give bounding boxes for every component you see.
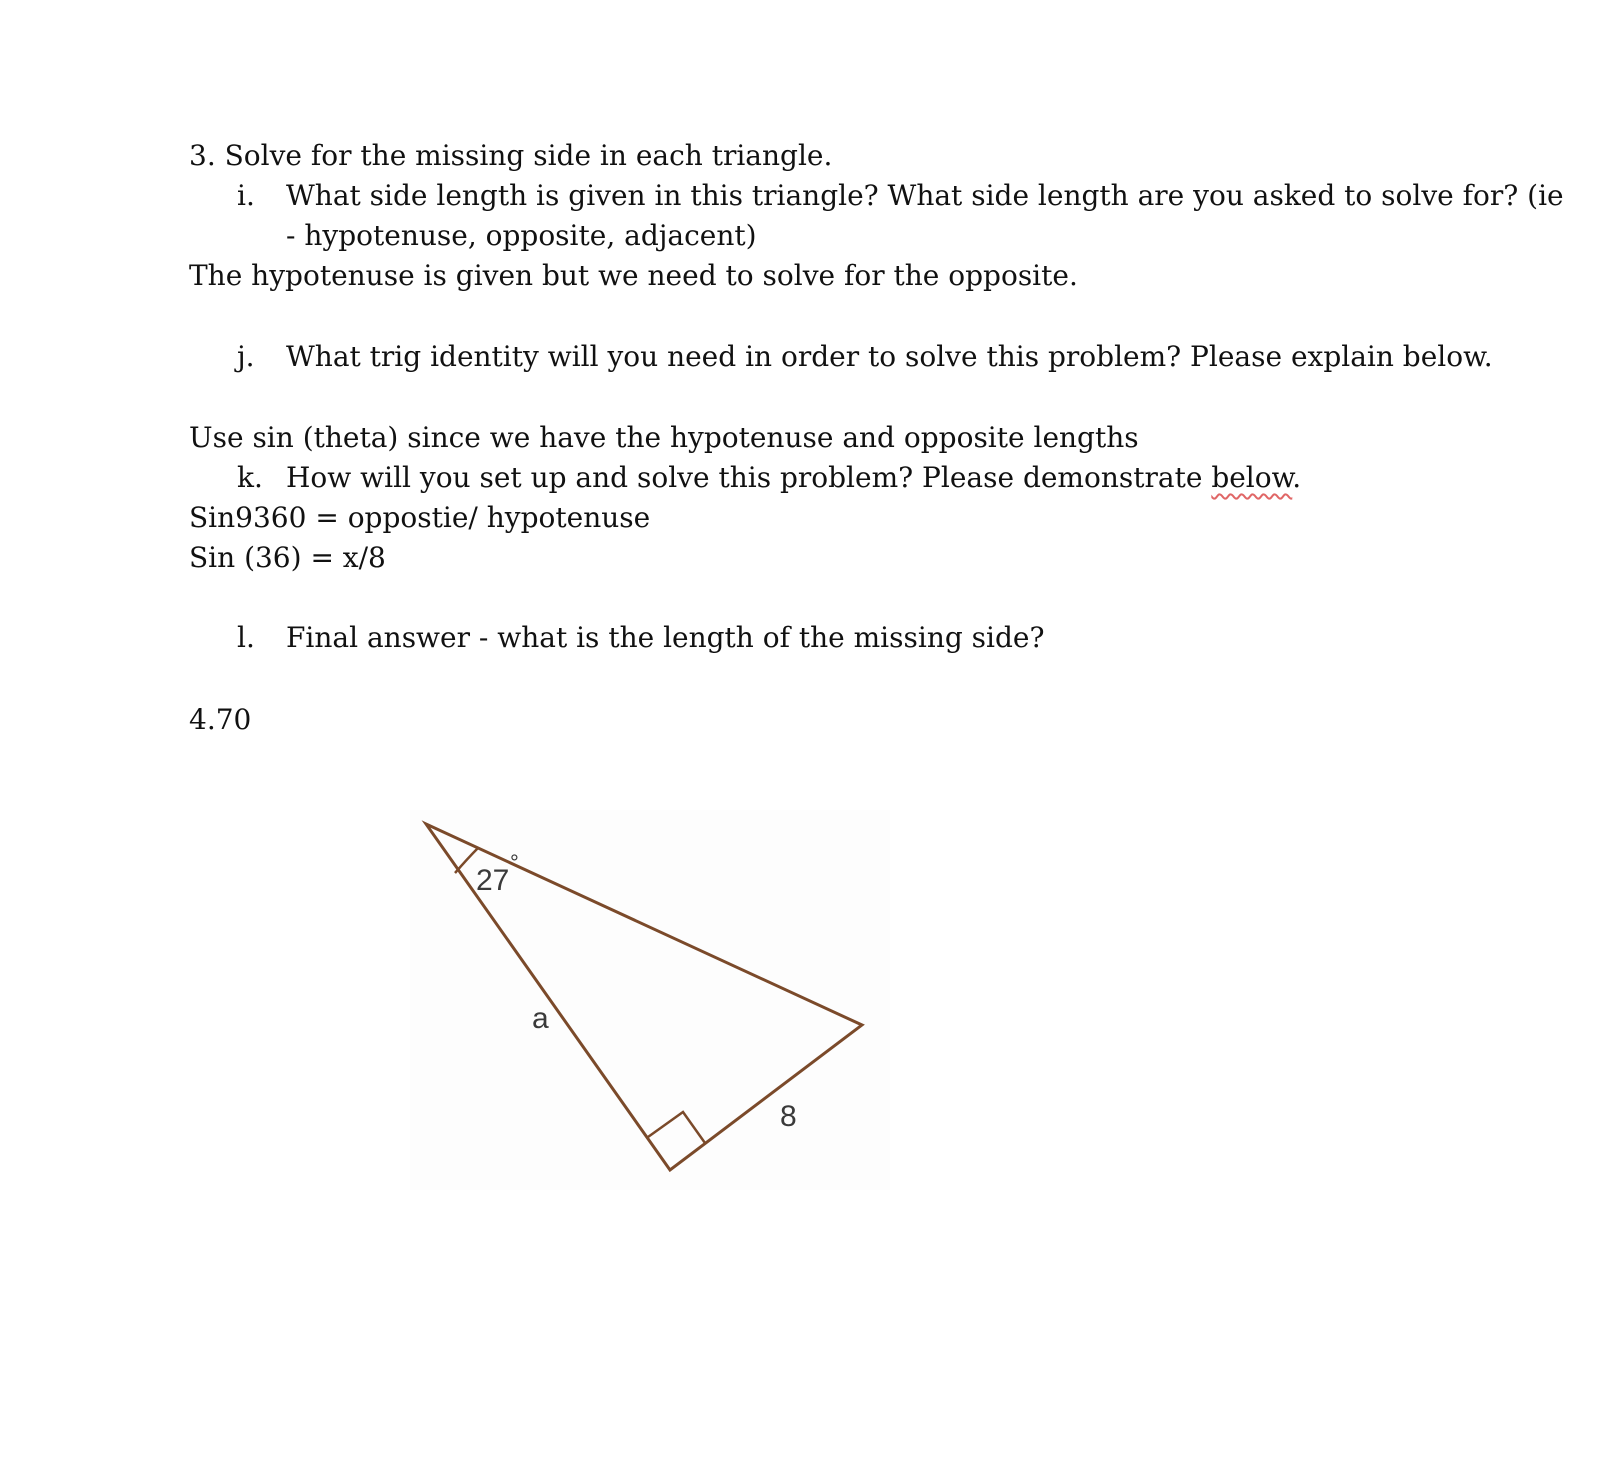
- answer-i: The hypotenuse is given but we need to solve for the opposite.: [189, 259, 1078, 292]
- part-k-text: [286, 458, 1301, 498]
- part-j-text: What trig identity will you need in order to solve this problem? Please explain below.: [286, 340, 1493, 373]
- angle-arc: [455, 848, 478, 873]
- part-l-text: Final answer - what is the length of the missing side?: [286, 621, 1045, 654]
- answer-k-line1: Sin9360 = oppostie/ hypotenuse: [189, 501, 651, 534]
- right-angle-marker: [648, 1112, 705, 1143]
- part-k-marker: k.: [237, 461, 263, 494]
- right-triangle-diagram: [410, 810, 890, 1190]
- part-i-text-line1: What side length is given in this triangle? What side length are you asked to solve for? (ie: [286, 179, 1564, 212]
- answer-l: 4.70: [189, 703, 252, 736]
- side-8-label: 8: [780, 1100, 797, 1133]
- degree-symbol: °: [510, 850, 519, 875]
- part-i-text-line2: - hypotenuse, opposite, adjacent): [286, 219, 757, 252]
- question-heading: 3. Solve for the missing side in each triangle.: [189, 139, 833, 172]
- answer-j: Use sin (theta) since we have the hypotenuse and opposite lengths: [189, 421, 1139, 454]
- angle-label: 27: [476, 864, 510, 897]
- spellcheck-flagged-word[interactable]: below: [1211, 461, 1293, 494]
- part-i-marker: i.: [237, 179, 255, 212]
- answer-k-line2: Sin (36) = x/8: [189, 541, 386, 574]
- triangle-figure: [410, 810, 890, 1190]
- part-j-marker: j.: [237, 340, 255, 373]
- part-k-text-main: How will you set up and solve this problem? Please demonstrate: [286, 461, 1212, 494]
- side-a-label: a: [532, 1002, 549, 1035]
- part-k-text-end: .: [1292, 461, 1302, 494]
- part-l-marker: l.: [237, 621, 255, 654]
